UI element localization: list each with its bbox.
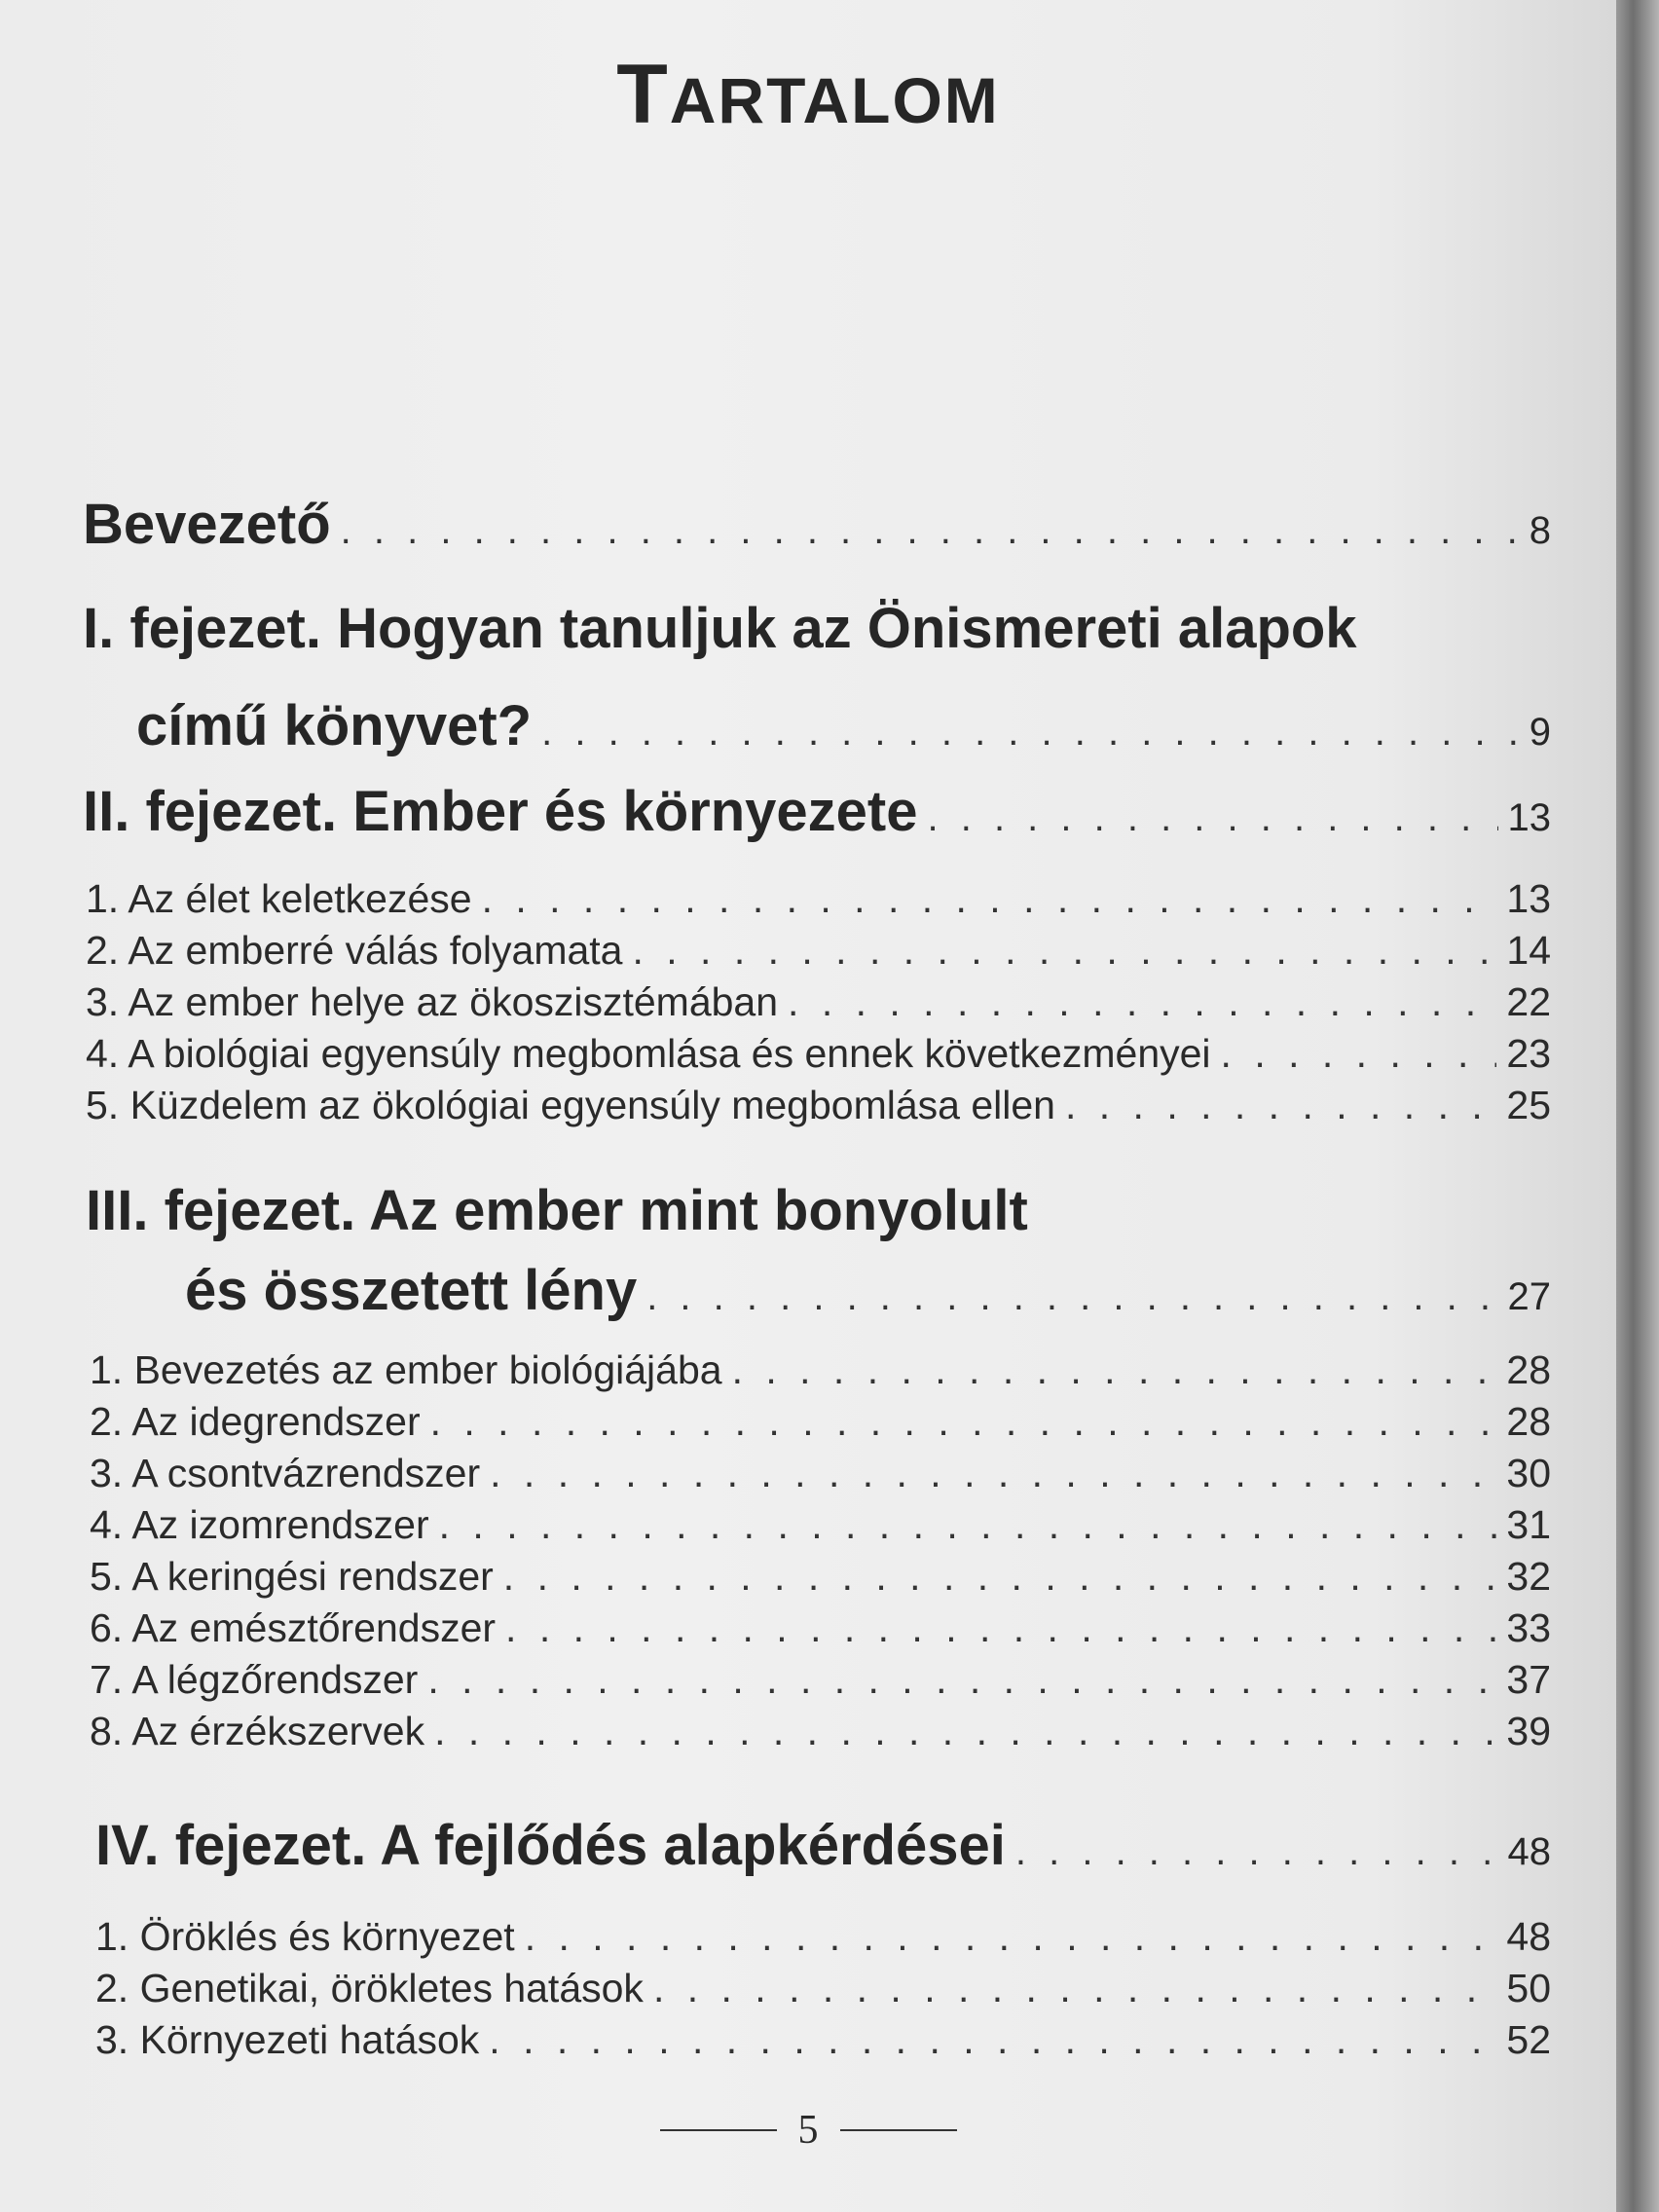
title-rest: ARTALOM <box>669 64 1000 136</box>
entry-title: 8. Az érzékszervek <box>90 1709 425 1753</box>
entry-title: és összetett lény <box>185 1259 638 1322</box>
toc-section-entry <box>86 979 1551 1025</box>
toc-section-entry <box>95 2017 1551 2063</box>
dot-leader <box>632 928 1496 974</box>
dot-leader <box>646 1275 1497 1319</box>
entry-page-number: 14 <box>1506 928 1551 973</box>
entry-title: 2. Az idegrendszer <box>90 1399 421 1444</box>
entry-page-number: 25 <box>1506 1083 1551 1127</box>
toc-section-entry <box>90 1709 1551 1754</box>
entry-title: 5. A keringési rendszer <box>90 1554 494 1599</box>
dot-leader <box>732 1347 1497 1393</box>
entry-title: 6. Az emésztőrendszer <box>90 1605 497 1650</box>
entry-page-number: 28 <box>1506 1399 1551 1444</box>
entry-page-number: 8 <box>1529 509 1551 552</box>
toc-section-entry <box>95 1966 1551 2011</box>
page-number: 5 <box>797 2108 819 2153</box>
entry-title: 1. Öröklés és környezet <box>95 1914 515 1959</box>
entry-page-number: 13 <box>1506 876 1551 921</box>
entry-title: 2. Az emberré válás folyamata <box>86 928 623 973</box>
dot-leader <box>505 1605 1496 1651</box>
entry-page-number: 50 <box>1506 1966 1551 2010</box>
entry-title: 3. Környezeti hatások <box>95 2017 480 2062</box>
toc-section-entry <box>90 1451 1551 1496</box>
toc-section-entry <box>95 1914 1551 1960</box>
entry-page-number: 52 <box>1506 2017 1551 2062</box>
dot-leader <box>525 1914 1497 1960</box>
entry-title: 4. Az izomrendszer <box>90 1502 429 1547</box>
entry-page-number: 37 <box>1506 1657 1551 1702</box>
entry-title: című könyvet? <box>136 694 533 757</box>
toc-section-entry <box>90 1399 1551 1445</box>
entry-page-number: 33 <box>1506 1605 1551 1650</box>
toc-section-entry <box>86 928 1551 974</box>
entry-page-number: 32 <box>1506 1554 1551 1599</box>
toc-section-entry <box>90 1554 1551 1600</box>
entry-page-number: 30 <box>1506 1451 1551 1495</box>
toc-section-entry <box>90 1657 1551 1703</box>
dot-leader <box>1065 1083 1496 1128</box>
entry-page-number: 39 <box>1506 1709 1551 1753</box>
entry-page-number: 13 <box>1507 796 1551 839</box>
entry-title: II. fejezet. Ember és környezete <box>83 780 918 843</box>
toc-section-entry <box>86 1083 1551 1128</box>
toc-section-entry <box>90 1605 1551 1651</box>
entry-title: 1. Bevezetés az ember biológiájába <box>90 1347 722 1392</box>
entry-page-number: 27 <box>1507 1275 1551 1318</box>
dot-leader <box>427 1657 1496 1703</box>
toc-chapter-entry <box>136 693 1551 758</box>
dot-leader <box>541 711 1520 755</box>
entry-title: Bevezető <box>83 493 331 556</box>
entry-page-number: 28 <box>1506 1347 1551 1392</box>
dot-leader <box>490 1451 1496 1496</box>
toc-chapter-entry <box>185 1258 1551 1323</box>
footer-rule-left <box>660 2129 777 2131</box>
dot-leader <box>1015 1830 1498 1874</box>
entry-title: 7. A légzőrendszer <box>90 1657 419 1702</box>
toc-section-entry <box>86 876 1551 922</box>
toc-chapter-entry <box>83 492 1551 557</box>
dot-leader <box>788 979 1496 1025</box>
dot-leader <box>434 1709 1496 1754</box>
dot-leader <box>430 1399 1497 1445</box>
chapter-title-line: I. fejezet. Hogyan tanuljuk az Önismereti alapok <box>83 597 1357 660</box>
entry-title: 5. Küzdelem az ökológiai egyensúly megbomlása ellen <box>86 1083 1055 1127</box>
dot-leader <box>341 509 1520 553</box>
entry-page-number: 48 <box>1506 1914 1551 1959</box>
dot-leader <box>1221 1031 1497 1077</box>
dot-leader <box>489 2017 1496 2063</box>
toc-section-entry <box>90 1502 1551 1548</box>
title-initial: T <box>616 48 670 141</box>
dot-leader <box>482 876 1497 922</box>
entry-title: IV. fejezet. A fejlődés alapkérdései <box>95 1814 1006 1877</box>
entry-title: 3. A csontvázrendszer <box>90 1451 481 1495</box>
toc-section-entry <box>90 1347 1551 1393</box>
entry-title: 4. A biológiai egyensúly megbomlása és ennek következményei <box>86 1031 1211 1076</box>
entry-title: 3. Az ember helye az ökoszisztémában <box>86 979 779 1024</box>
entry-page-number: 22 <box>1506 979 1551 1024</box>
chapter-title-line: III. fejezet. Az ember mint bonyolult <box>86 1179 1028 1242</box>
page-edge <box>1616 0 1659 2212</box>
entry-page-number: 23 <box>1506 1031 1551 1076</box>
footer-rule-right <box>840 2129 957 2131</box>
page-footer <box>0 2107 1616 2154</box>
toc-chapter-entry <box>95 1813 1551 1878</box>
dot-leader <box>927 796 1497 840</box>
entry-page-number: 9 <box>1529 711 1551 754</box>
entry-page-number: 48 <box>1507 1830 1551 1873</box>
dot-leader <box>653 1966 1496 2011</box>
dot-leader <box>439 1502 1497 1548</box>
dot-leader <box>503 1554 1497 1600</box>
entry-title: 2. Genetikai, örökletes hatások <box>95 1966 644 2010</box>
entry-title: 1. Az élet keletkezése <box>86 876 472 921</box>
toc-section-entry <box>86 1031 1551 1077</box>
entry-page-number: 31 <box>1506 1502 1551 1547</box>
toc-chapter-entry <box>83 779 1551 844</box>
